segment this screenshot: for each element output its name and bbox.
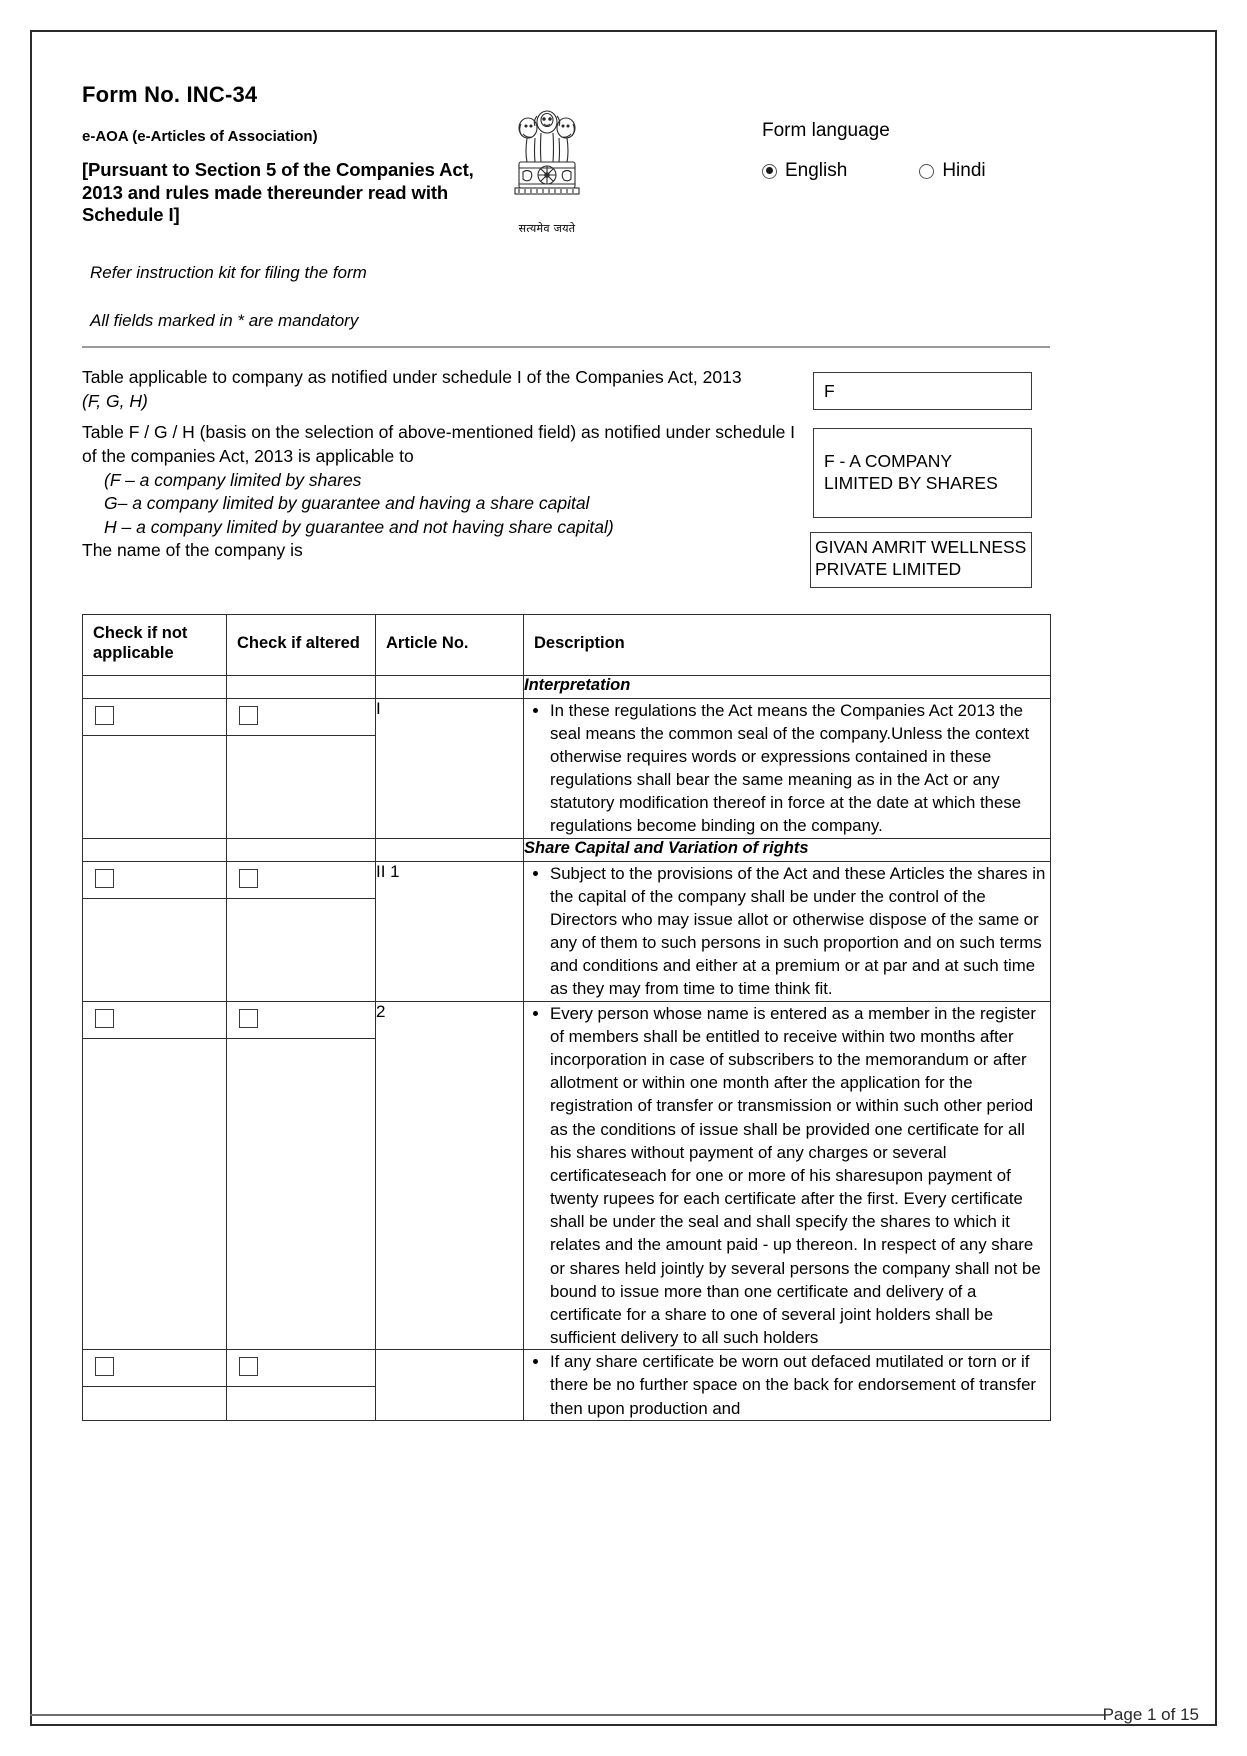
not-applicable-cell[interactable] (83, 1350, 227, 1421)
table-row (83, 1001, 1051, 1350)
emblem-block (482, 100, 612, 236)
checkbox-altered[interactable] (239, 1357, 258, 1376)
page-number: Page 1 of 15 (1102, 1705, 1199, 1724)
column-header-description: Description (524, 615, 1051, 676)
radio-option-english[interactable] (762, 160, 847, 182)
section-row-na-cell (83, 675, 227, 698)
company-name-label: The name of the company is (82, 540, 303, 561)
article-description-text: • In these regulations the Act means the Companies Act 2013 the seal means the common seal of the company.Unless the context otherwise requires words or expressions contained in these regulations shall bear the same meaning as in the Act or any statutory modification thereof in force at the date at which these regulations become binding on the company. (550, 699, 1050, 838)
checkbox-not-applicable[interactable] (95, 1357, 114, 1376)
table-row (83, 861, 1051, 1001)
article-description (524, 861, 1051, 1001)
section-title: Share Capital and Variation of rights (524, 838, 1051, 861)
emblem-motto: सत्यमेव जयते (518, 222, 576, 235)
section-title: Interpretation (524, 675, 1051, 698)
section-row-na-cell (83, 838, 227, 861)
applicability-option-h: H – a company limited by guarantee and not having share capital) (104, 516, 614, 537)
header-divider (82, 346, 1050, 348)
form-language-label: Form language (762, 120, 890, 141)
altered-cell[interactable] (227, 698, 376, 838)
column-header-not-applicable: Check if not applicable (83, 615, 227, 676)
altered-cell[interactable] (227, 1350, 376, 1421)
altered-cell[interactable] (227, 1001, 376, 1350)
table-letter-field[interactable]: F (813, 372, 1032, 410)
not-applicable-cell[interactable] (83, 1001, 227, 1350)
table-description-field[interactable]: F - A COMPANY LIMITED BY SHARES (813, 428, 1032, 518)
mandatory-fields-note: All fields marked in * are mandatory (90, 310, 359, 330)
article-description-text: • If any share certificate be worn out defaced mutilated or torn or if there be no further space on the back for endorsement of transfer then upon production and (550, 1350, 1050, 1420)
not-applicable-cell[interactable] (83, 698, 227, 838)
article-number: II 1 (376, 861, 524, 1001)
articles-table-body (83, 675, 1051, 1420)
checkbox-altered[interactable] (239, 869, 258, 888)
article-description (524, 1350, 1051, 1421)
form-language-group (762, 120, 1052, 182)
article-description-text: • Every person whose name is entered as a member in the register of members shall be entitled to receive within two months after incorporation in case of subscribers to the memorandum or after allotment or within one month after the application for the registration of transfer or transmission or within such other period as the conditions of issue shall be provided one certificate for all his shares without payment of any charges or several certificateseach for one or more of his sharesupon payment of twenty rupees for each certificate after the first. Every certificate shall be under the seal and shall specify the shares to which it relates and the amount paid - up thereon. In respect of any share or shares held jointly by several persons the company shall not be bound to issue more than one certificate and delivery of a certificate for a share to one of several joint holders shall be sufficient delivery to all such holders (550, 1002, 1050, 1350)
section-row-altered-cell (227, 675, 376, 698)
radio-english-label: English (785, 160, 848, 181)
checkbox-altered[interactable] (239, 706, 258, 725)
article-number: 2 (376, 1001, 524, 1350)
form-subtitle: e-AOA (e-Articles of Association) (82, 128, 318, 145)
applicability-option-f: (F – a company limited by shares (104, 469, 362, 490)
pursuant-text: [Pursuant to Section 5 of the Companies Act, 2013 and rules made thereunder read with Schedule I] (82, 159, 474, 226)
article-description (524, 698, 1051, 838)
applicability-line-2: Table F / G / H (basis on the selection of above-mentioned field) as notified under schedule I of the companies Act, 2013 is applicable to (82, 422, 796, 466)
page-content (82, 60, 1050, 1421)
form-number: Form No. INC-34 (82, 82, 258, 107)
table-row (83, 1350, 1051, 1421)
checkbox-not-applicable[interactable] (95, 1009, 114, 1028)
column-header-altered: Check if altered (227, 615, 376, 676)
company-name-field[interactable]: GIVAN AMRIT WELLNESS PRIVATE LIMITED (810, 532, 1032, 588)
section-row (83, 675, 1051, 698)
column-header-article-no: Article No. (376, 615, 524, 676)
applicability-line-1-note: (F, G, H) (82, 390, 148, 411)
footer-rule (30, 1714, 1105, 1716)
altered-cell[interactable] (227, 861, 376, 1001)
table-header-row (83, 615, 1051, 676)
applicability-section (82, 366, 1050, 598)
radio-option-hindi[interactable] (919, 160, 985, 182)
checkbox-altered[interactable] (239, 1009, 258, 1028)
section-row-article-cell (376, 675, 524, 698)
checkbox-not-applicable[interactable] (95, 869, 114, 888)
radio-hindi-label: Hindi (942, 160, 986, 181)
applicability-option-g: G– a company limited by guarantee and having a share capital (104, 493, 590, 514)
radio-hindi-indicator[interactable] (919, 164, 934, 179)
article-description-text: • Subject to the provisions of the Act and these Articles the shares in the capital of the company shall be under the control of the Directors who may issue allot or otherwise dispose of the same or any of them to such persons in such proportion and on such terms and conditions and either at a premium or at par and at such time as they may from time to time think fit. (550, 862, 1050, 1001)
india-state-emblem-icon (497, 100, 597, 220)
radio-english-indicator[interactable] (762, 164, 777, 179)
section-row-article-cell (376, 838, 524, 861)
form-header (82, 82, 1050, 332)
table-row (83, 698, 1051, 838)
checkbox-not-applicable[interactable] (95, 706, 114, 725)
article-number: I (376, 698, 524, 838)
section-row (83, 838, 1051, 861)
article-description (524, 1001, 1051, 1350)
article-number (376, 1350, 524, 1421)
section-row-altered-cell (227, 838, 376, 861)
applicability-line-1: Table applicable to company as notified under schedule I of the Companies Act, 2013 (82, 367, 742, 387)
not-applicable-cell[interactable] (83, 861, 227, 1001)
page-footer (30, 1700, 1217, 1740)
articles-table (82, 614, 1051, 1421)
instruction-kit-note: Refer instruction kit for filing the form (90, 262, 367, 282)
